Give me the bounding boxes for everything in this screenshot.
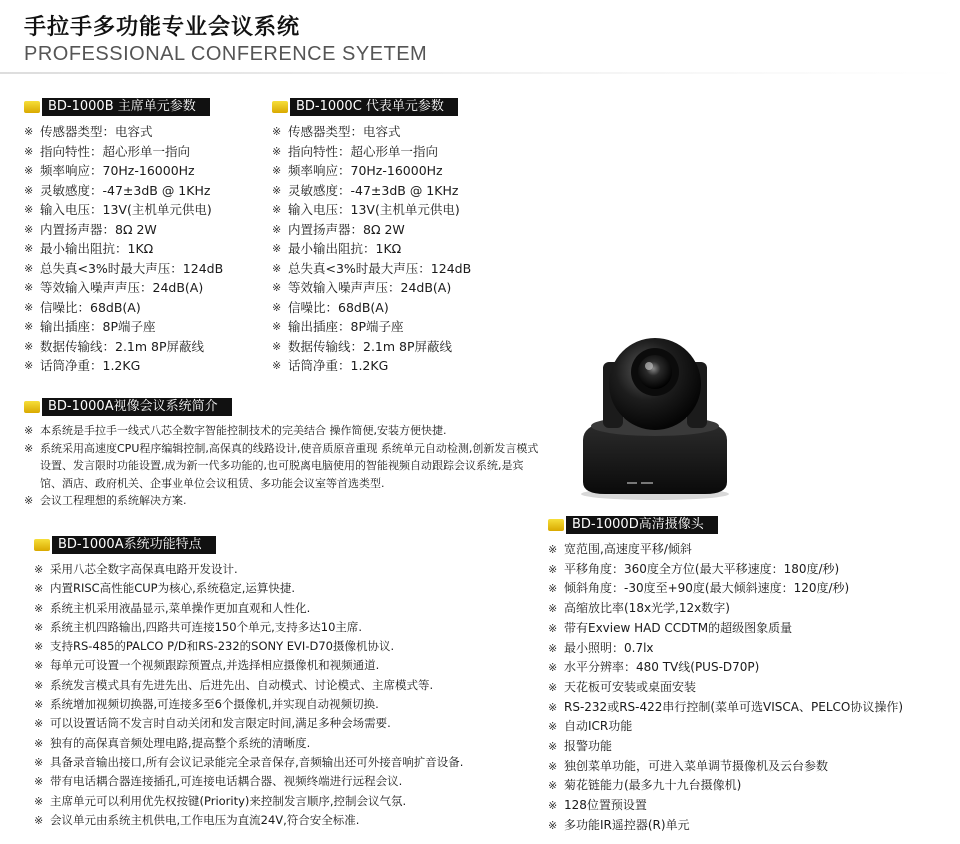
list-item: [34, 772, 534, 791]
bullet-mark-icon: ※: [272, 359, 282, 372]
list-item-text: 话筒净重：1.2KG: [40, 358, 141, 373]
list-item-text: 总失真<3%时最大声压：124dB: [288, 260, 472, 276]
list-item-text: 带有Exview HAD CCDTM的超级图象质量: [564, 620, 793, 635]
bullet-mark-icon: ※: [272, 203, 282, 216]
list-item-text: 会议单元由系统主机供电,工作电压为直流24V,符合安全标准.: [50, 812, 360, 827]
bullet-mark-icon: ※: [24, 424, 34, 437]
list-item: [548, 776, 948, 796]
section-header: [24, 398, 544, 416]
bullet-mark-icon: ※: [272, 261, 282, 275]
list-item: [548, 816, 948, 836]
list-item-text: 内置扬声器：8Ω 2W: [288, 221, 405, 237]
list-item-text: 话筒净重：1.2KG: [288, 358, 389, 373]
list-item-text: 多功能IR遥控器(R)单元: [564, 817, 690, 832]
page-title: 手拉手多功能专业会议系统: [24, 15, 301, 40]
spec-list: [24, 422, 544, 510]
section-tab-icon: [272, 101, 288, 113]
list-item: [548, 579, 948, 599]
spec-list: [34, 560, 534, 830]
bullet-mark-icon: ※: [34, 640, 44, 654]
section-header: [34, 536, 534, 554]
list-item-text: 可以设置话筒不发言时自动关闭和发言限定时间,满足多种会场需要.: [50, 716, 391, 731]
bullet-mark-icon: ※: [548, 759, 558, 773]
list-item-text: 倾斜角度：-30度至+90度(最大倾斜速度：120度/秒): [564, 581, 850, 596]
delegate-unit-specs: [272, 98, 512, 376]
list-item-text: 数据传输线：2.1m 8P屏蔽线: [40, 338, 205, 354]
list-item: [24, 337, 264, 357]
bullet-mark-icon: ※: [548, 661, 558, 675]
bullet-mark-icon: ※: [34, 601, 44, 615]
bullet-mark-icon: ※: [272, 320, 282, 333]
bullet-mark-icon: ※: [272, 183, 282, 197]
list-item-text: 支持RS-485的PALCO P/D和RS-232的SONY EVI-D70摄像机协议.: [50, 639, 395, 654]
list-item: [272, 142, 512, 162]
chairman-unit-specs: [24, 98, 264, 376]
list-item: [272, 298, 512, 318]
section-header: [272, 98, 512, 116]
list-item: [24, 259, 264, 279]
list-item: [548, 698, 948, 718]
list-item-text: 菊花链能力(最多九十九台摄像机): [564, 778, 742, 793]
list-item: [548, 639, 948, 659]
list-item: [24, 142, 264, 162]
list-item: [272, 278, 512, 298]
bullet-mark-icon: ※: [548, 779, 558, 793]
list-item: [34, 560, 534, 579]
bullet-mark-icon: ※: [24, 183, 34, 197]
list-item: [272, 122, 512, 142]
list-item: [548, 717, 948, 737]
list-item-text: 自动ICR功能: [564, 719, 633, 734]
list-item-text: 信噪比：68dB(A): [288, 299, 389, 315]
list-item-text: 最小输出阻抗：1KΩ: [40, 241, 154, 256]
list-item-text: 会议工程理想的系统解决方案.: [40, 494, 187, 507]
bullet-mark-icon: ※: [34, 755, 44, 769]
list-item: [548, 757, 948, 777]
bullet-mark-icon: ※: [548, 562, 558, 576]
bullet-mark-icon: ※: [34, 794, 44, 808]
bullet-mark-icon: ※: [24, 441, 34, 455]
list-item-text: 主席单元可以利用优先权按键(Priority)来控制发言顺序,控制会议气氛.: [50, 793, 407, 808]
list-item-text: 报警功能: [564, 739, 613, 754]
title-divider: [0, 72, 960, 74]
bullet-mark-icon: ※: [272, 125, 282, 138]
list-item-text: 输出插座：8P端子座: [288, 319, 404, 334]
list-item: [34, 695, 534, 714]
list-item: [272, 317, 512, 337]
list-item-text: 最小输出阻抗：1KΩ: [288, 241, 402, 256]
list-item-text: 输入电压：13V(主机单元供电): [288, 202, 460, 217]
list-item: [548, 796, 948, 816]
list-item: [548, 678, 948, 698]
list-item-text: 指向特性：超心形单一指向: [40, 143, 191, 159]
section-title: BD-1000C 代表单元参数: [290, 98, 458, 116]
bullet-mark-icon: ※: [24, 494, 34, 507]
list-item-text: 数据传输线：2.1m 8P屏蔽线: [288, 338, 453, 354]
list-item: [548, 619, 948, 639]
section-tab-icon: [34, 539, 50, 551]
list-item: [34, 734, 534, 753]
bullet-mark-icon: ※: [34, 736, 44, 750]
list-item: [548, 658, 948, 678]
list-item: [34, 714, 534, 733]
bullet-mark-icon: ※: [24, 281, 34, 294]
system-introduction: [24, 398, 544, 510]
bullet-mark-icon: ※: [24, 359, 34, 372]
list-item-text: RS-232或RS-422串行控制(菜单可选VISCA、PELCO协议操作): [564, 699, 904, 714]
bullet-mark-icon: ※: [34, 659, 44, 673]
bullet-mark-icon: ※: [272, 281, 282, 294]
bullet-mark-icon: ※: [272, 300, 282, 314]
list-item: [272, 337, 512, 357]
list-item: [272, 356, 512, 376]
bullet-mark-icon: ※: [548, 740, 558, 754]
list-item-text: 内置扬声器：8Ω 2W: [40, 221, 157, 237]
list-item: [548, 599, 948, 619]
list-item-text: 每单元可设置一个视频跟踪预置点,并选择相应摄像机和视频通道.: [50, 658, 380, 673]
bullet-mark-icon: ※: [34, 813, 44, 827]
list-item-text: 最小照明：0.7lx: [564, 640, 654, 655]
list-item: [272, 161, 512, 181]
hd-camera-specs: [548, 516, 948, 836]
list-item-text: 本系统是手拉手一线式八芯全数字智能控制技术的完美结合 操作简便,安装方便快捷.: [40, 424, 447, 437]
list-item: [24, 220, 264, 240]
section-tab-icon: [24, 101, 40, 113]
bullet-mark-icon: ※: [548, 700, 558, 714]
list-item: [24, 298, 264, 318]
ptz-camera-image: [575, 322, 735, 502]
section-header: [24, 98, 264, 116]
list-item: [24, 200, 264, 220]
list-item-text: 灵敏感度：-47±3dB @ 1KHz: [40, 182, 211, 198]
list-item-text: 系统增加视频切换器,可连接多至6个摄像机,并实现自动视频切换.: [50, 697, 379, 712]
list-item-text: 输出插座：8P端子座: [40, 319, 156, 334]
bullet-mark-icon: ※: [24, 203, 34, 216]
list-item-text: 高缩放比率(18x光学,12x数字): [564, 601, 730, 616]
list-item: [272, 259, 512, 279]
list-item-text: 总失真<3%时最大声压：124dB: [40, 260, 224, 276]
list-item: [548, 560, 948, 580]
list-item-text: 指向特性：超心形单一指向: [288, 143, 439, 159]
bullet-mark-icon: ※: [24, 125, 34, 138]
list-item: [24, 492, 544, 510]
list-item: [272, 200, 512, 220]
list-item-text: 采用八芯全数字高保真电路开发设计.: [50, 562, 238, 576]
list-item: [24, 181, 264, 201]
section-tab-icon: [24, 401, 40, 413]
bullet-mark-icon: ※: [548, 621, 558, 635]
list-item-text: 具备录音输出接口,所有会议记录能完全录音保存,音频输出还可外接音响扩音设备.: [50, 754, 464, 769]
section-tab-icon: [548, 519, 564, 531]
list-item-text: 内置RISC高性能CUP为核心,系统稳定,运算快捷.: [50, 581, 296, 596]
list-item: [272, 239, 512, 259]
list-item: [24, 161, 264, 181]
bullet-mark-icon: ※: [24, 164, 34, 177]
list-item-text: 宽范围,高速度平移/倾斜: [564, 542, 692, 556]
list-item: [272, 181, 512, 201]
list-item-text: 频率响应：70Hz-16000Hz: [288, 163, 443, 178]
list-item: [34, 599, 534, 618]
list-item-text: 带有电话耦合器连接插孔,可连接电话耦合器、视频终端进行远程会议.: [50, 774, 403, 789]
section-title: BD-1000B 主席单元参数: [42, 98, 210, 116]
list-item: [34, 637, 534, 656]
list-item-text: 灵敏感度：-47±3dB @ 1KHz: [288, 182, 459, 198]
bullet-mark-icon: ※: [272, 222, 282, 236]
list-item-text: 信噪比：68dB(A): [40, 299, 141, 315]
list-item-text: 传感器类型：电容式: [288, 124, 401, 139]
list-item: [34, 811, 534, 830]
list-item-text: 系统主机采用液晶显示,菜单操作更加直观和人性化.: [50, 600, 311, 615]
list-item: [34, 656, 534, 675]
bullet-mark-icon: ※: [272, 339, 282, 353]
bullet-mark-icon: ※: [548, 641, 558, 655]
bullet-mark-icon: ※: [34, 620, 44, 634]
list-item-text: 传感器类型：电容式: [40, 124, 153, 139]
bullet-mark-icon: ※: [548, 818, 558, 832]
list-item-text: 频率响应：70Hz-16000Hz: [40, 163, 195, 178]
section-title: BD-1000D高清摄像头: [566, 516, 718, 534]
list-item: [34, 676, 534, 695]
list-item-text: 128位置预设置: [564, 798, 647, 813]
bullet-mark-icon: ※: [272, 164, 282, 177]
bullet-mark-icon: ※: [548, 720, 558, 734]
spec-list: [272, 122, 512, 376]
list-item: [34, 792, 534, 811]
bullet-mark-icon: ※: [24, 242, 34, 255]
list-item: [24, 356, 264, 376]
list-item-text: 系统采用高速度CPU程序编辑控制,高保真的线路设计,使音质原音重现 系统单元自动检测,创新发言模式设置、发言限时功能设置,成为新一代多功能的,也可脱离电脑使用的智能视频自动跟踪会议系统,是宾馆、酒店、政府机关、企事业单位会议租赁、多功能会议室等首选类型.: [40, 441, 539, 490]
list-item: [24, 239, 264, 259]
list-item: [548, 737, 948, 757]
list-item: [24, 278, 264, 298]
bullet-mark-icon: ※: [24, 300, 34, 314]
list-item: [24, 317, 264, 337]
bullet-mark-icon: ※: [272, 242, 282, 255]
bullet-mark-icon: ※: [548, 680, 558, 694]
list-item-text: 独创菜单功能，可进入菜单调节摄像机及云台参数: [564, 758, 829, 773]
bullet-mark-icon: ※: [34, 678, 44, 692]
list-item-text: 水平分辨率：480 TV线(PUS-D70P): [564, 660, 760, 675]
section-title: BD-1000A视像会议系统简介: [42, 398, 232, 416]
list-item: [24, 122, 264, 142]
bullet-mark-icon: ※: [548, 602, 558, 616]
bullet-mark-icon: ※: [24, 144, 34, 158]
spec-list: [24, 122, 264, 376]
bullet-mark-icon: ※: [24, 320, 34, 333]
bullet-mark-icon: ※: [548, 543, 558, 556]
list-item-text: 平移角度：360度全方位(最大平移速度：180度/秒): [564, 561, 840, 576]
page-subtitle: PROFESSIONAL CONFERENCE SYETEM: [24, 43, 428, 65]
list-item: [34, 753, 534, 772]
bullet-mark-icon: ※: [34, 582, 44, 596]
list-item-text: 输入电压：13V(主机单元供电): [40, 202, 212, 217]
bullet-mark-icon: ※: [24, 261, 34, 275]
list-item-text: 等效输入噪声声压：24dB(A): [40, 280, 204, 295]
bullet-mark-icon: ※: [24, 339, 34, 353]
list-item-text: 独有的高保真音频处理电路,提高整个系统的清晰度.: [50, 735, 311, 750]
system-features: [34, 536, 534, 830]
bullet-mark-icon: ※: [34, 563, 44, 576]
bullet-mark-icon: ※: [548, 799, 558, 813]
list-item: [24, 440, 544, 493]
list-item: [272, 220, 512, 240]
list-item: [548, 540, 948, 560]
list-item: [24, 422, 544, 440]
bullet-mark-icon: ※: [272, 144, 282, 158]
list-item-text: 系统发言模式具有先进先出、后进先出、自动模式、讨论模式、主席模式等.: [50, 677, 434, 692]
list-item: [34, 579, 534, 598]
section-header: [548, 516, 948, 534]
list-item: [34, 618, 534, 637]
bullet-mark-icon: ※: [34, 775, 44, 789]
bullet-mark-icon: ※: [34, 717, 44, 731]
bullet-mark-icon: ※: [34, 698, 44, 712]
list-item-text: 天花板可安装或桌面安装: [564, 679, 697, 694]
list-item-text: 系统主机四路输出,四路共可连接150个单元,支持多达10主席.: [50, 619, 363, 634]
bullet-mark-icon: ※: [24, 222, 34, 236]
section-title: BD-1000A系统功能特点: [52, 536, 216, 554]
bullet-mark-icon: ※: [548, 582, 558, 596]
list-item-text: 等效输入噪声声压：24dB(A): [288, 280, 452, 295]
spec-list: [548, 540, 948, 836]
